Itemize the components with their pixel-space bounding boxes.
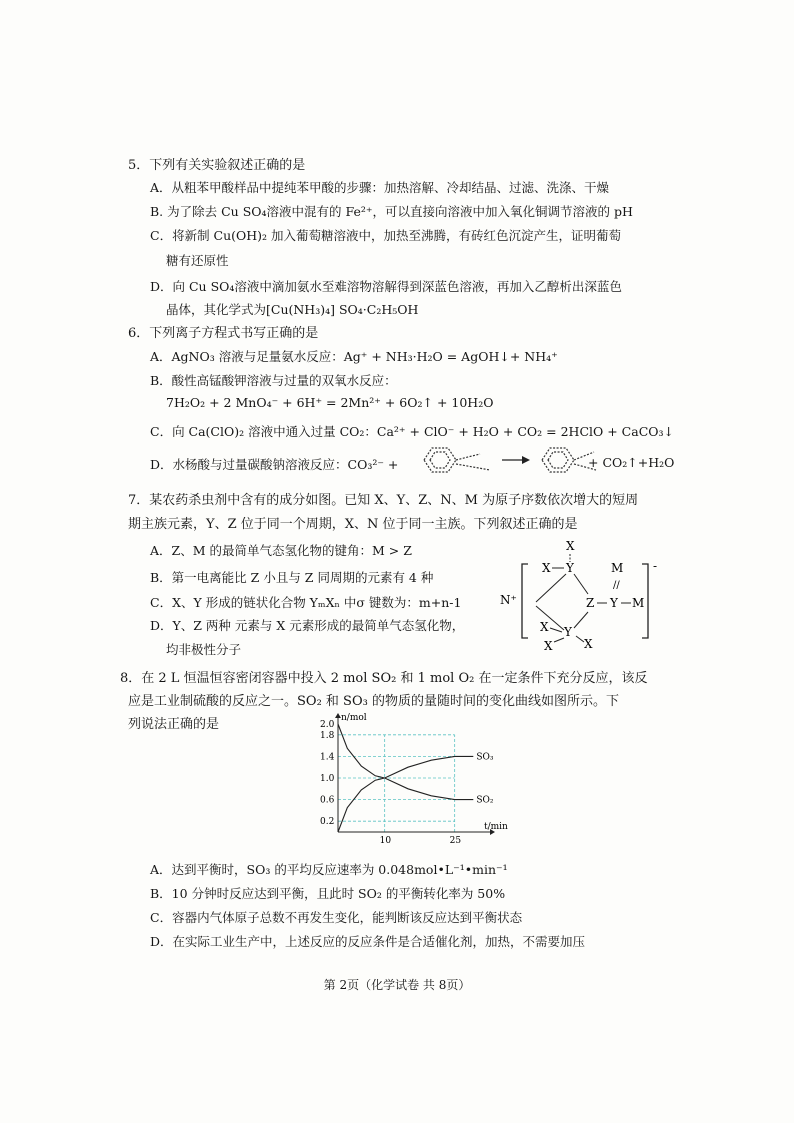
structure-cation: N⁺ <box>500 593 517 607</box>
y-tick-label: 1.0 <box>320 774 335 784</box>
q6-option-a: A．AgNO₃ 溶液与足量氨水反应：Ag⁺ + NH₃·H₂O = AgOH↓+ NH₄⁺ <box>150 349 558 364</box>
y-tick-label: 1.4 <box>320 752 335 763</box>
reaction-arrow-head <box>522 456 530 464</box>
q7-option-a: A．Z、M 的最简单气态氢化物的键角：M > Z <box>150 543 412 558</box>
q5-option-c-line2: 糖有还原性 <box>166 253 229 268</box>
salicylic-acid-structure <box>424 448 490 472</box>
structure-charge: - <box>653 559 658 573</box>
q5-option-a: A．从粗苯甲酸样品中提纯苯甲酸的步骤：加热溶解、冷却结晶、过滤、洗涤、干燥 <box>150 180 610 195</box>
q6-option-b-line1: B．酸性高锰酸钾溶液与过量的双氧水反应： <box>150 373 397 388</box>
atom-x-lower-right: X <box>584 637 593 651</box>
left-bracket <box>522 564 528 638</box>
series-label: SO₃ <box>476 752 494 763</box>
q5-option-d-line1: D．向 Cu SO₄溶液中滴加氨水至难溶物溶解得到深蓝色溶液，再加入乙醇析出深蓝色 <box>150 279 622 294</box>
q7-molecular-structure <box>492 532 672 653</box>
q5-option-c-line1: C．将新制 Cu(OH)₂ 加入葡萄糖溶液中，加热至沸腾，有砖红色沉淀产生，证明葡萄 <box>150 228 622 243</box>
y-tick-label: 0.2 <box>320 817 335 828</box>
q5-stem: 5．下列有关实验叙述正确的是 <box>128 158 306 173</box>
q6-option-d-prefix: D．水杨酸与过量碳酸钠溶液反应：CO₃²⁻ + <box>150 457 399 472</box>
q5-option-d-line2: 晶体，其化学式为[Cu(NH₃)₄] SO₄·C₂H₅OH <box>166 302 419 317</box>
q6-option-b-equation: 7H₂O₂ + 2 MnO₄⁻ + 6H⁺ = 2Mn²⁺ + 6O₂↑ + 10H₂O <box>166 395 494 410</box>
q8-stem-line3: 列说法正确的是 <box>128 717 220 732</box>
series-line-so3 <box>338 756 473 832</box>
bond <box>576 636 584 642</box>
q8-option-c: C．容器内气体原子总数不再发生变化，能判断该反应达到平衡状态 <box>150 910 523 925</box>
series-label: SO₂ <box>476 795 494 806</box>
q8-option-d: D．在实际工业生产中，上述反应的反应条件是合适催化剂，加热，不需要加压 <box>150 934 586 949</box>
q5-option-b: B. 为了除去 Cu SO₄溶液中混有的 Fe²⁺，可以直接向溶液中加入氧化铜调节溶液的 pH <box>150 204 633 219</box>
bond <box>554 638 564 642</box>
atom-x-bottom: X <box>544 639 553 653</box>
q8-stem-line2: 应是工业制硫酸的反应之一。SO₂ 和 SO₃ 的物质的量随时间的变化曲线如图所示。下 <box>128 694 619 709</box>
y-tick-label: 1.8 <box>320 730 335 741</box>
q6-option-c: C．向 Ca(ClO)₂ 溶液中通入过量 CO₂：Ca²⁺ + ClO⁻ + H₂O + CO₂ = 2HClO + CaCO₃↓ <box>150 424 674 439</box>
bond <box>536 574 566 602</box>
q8-stem-line1: 8．在 2 L 恒温恒容密闭容器中投入 2 mol SO₂ 和 1 mol O₂ 在一定条件下充分反应，该反 <box>120 671 648 686</box>
q7-option-b: B．第一电离能比 Z 小且与 Z 同周期的元素有 4 种 <box>150 570 434 585</box>
x-axis-label: t/min <box>484 822 508 832</box>
double-bond-mark: // <box>613 580 620 591</box>
bond <box>574 574 588 594</box>
atom-y-lower: Y <box>564 625 572 639</box>
atom-x-upper-left: X <box>542 561 551 575</box>
q7-option-c: C．X、Y 形成的链状化合物 YₘXₙ 中σ 键数为：m+n-1 <box>150 595 462 610</box>
q7-option-d-line2: 均非极性分子 <box>166 642 242 657</box>
atom-m-right: M <box>632 596 645 610</box>
q8-option-b: B．10 分钟时反应达到平衡，且此时 SO₂ 的平衡转化率为 50% <box>150 886 506 901</box>
atom-m-top: M <box>611 561 624 575</box>
atom-x-top: X <box>566 539 575 553</box>
y-axis-label: n/mol <box>341 713 367 723</box>
atom-y-upper: Y <box>566 561 574 575</box>
x-tick-label: 10 <box>379 836 392 846</box>
q7-stem-line1: 7．某农药杀虫剂中含有的成分如图。已知 X、Y、Z、N、M 为原子序数依次增大的短周 <box>128 493 639 508</box>
q6-stem: 6．下列离子方程式书写正确的是 <box>128 326 319 341</box>
q8-option-a: A．达到平衡时，SO₃ 的平均反应速率为 0.048mol•L⁻¹•min⁻¹ <box>150 862 508 877</box>
bond <box>574 612 588 628</box>
y-tick-label: 0.6 <box>320 795 335 806</box>
q8-chart <box>300 713 508 856</box>
atom-z: Z <box>586 596 595 610</box>
q7-option-d-line1: D．Y、Z 两种 元素与 X 元素形成的最简单气态氢化物， <box>150 618 465 633</box>
y-tick-label: 2.0 <box>320 720 335 730</box>
series-line-so2 <box>338 724 473 800</box>
atom-x-lower-left: X <box>540 620 549 634</box>
q6-option-d-suffix: + CO₂↑+H₂O <box>588 455 675 470</box>
q7-stem-line2: 期主族元素，Y、Z 位于同一个周期，X、N 位于同一主族。下列叙述正确的是 <box>128 517 578 532</box>
atom-y-right: Y <box>610 596 618 610</box>
page-footer: 第 2页（化学试卷 共 8页） <box>323 978 471 992</box>
x-tick-label: 25 <box>449 836 462 846</box>
bond <box>550 628 562 632</box>
